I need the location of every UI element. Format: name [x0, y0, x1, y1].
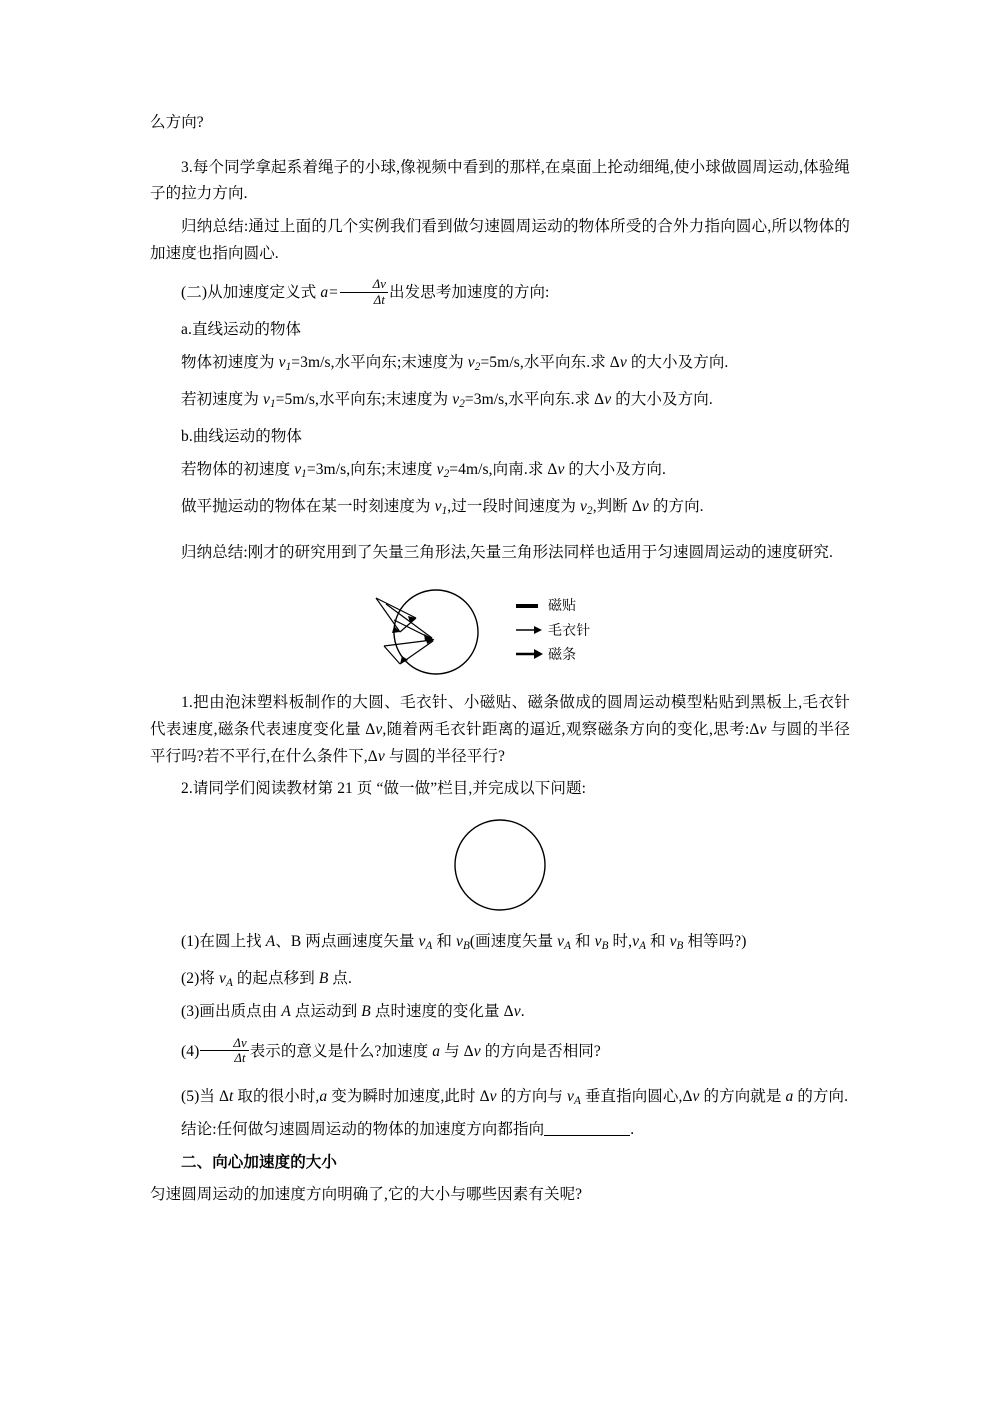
item-a-label	[150, 317, 850, 344]
section-two-heading-text: 二、向心加速度的大小	[181, 1153, 338, 1171]
conclusion-prefix-text: 结论:任何做匀速圆周运动的物体的加速度方向都指向	[181, 1121, 545, 1139]
section-2-suffix: 出发思考加速度的方向:	[389, 284, 550, 302]
question-2-text: (2)将 $v_A$ 的起点移到 B 点.	[181, 970, 352, 990]
summary-1-paragraph	[150, 214, 850, 267]
last-line-text: 匀速圆周运动的加速度方向明确了,它的大小与哪些因素有关呢?	[150, 1186, 583, 1204]
blank-circle-figure	[150, 815, 850, 915]
document-body	[150, 110, 850, 1209]
last-line-paragraph	[150, 1182, 850, 1209]
blank-circle-shape	[455, 820, 545, 910]
top-fragment-line	[150, 110, 850, 137]
item-1-text: 1.把由泡沫塑料板制作的大圆、毛衣针、小磁贴、磁条做成的圆周运动模型粘贴到黑板上,毛衣针代表速度,磁条代表速度变化量 Δv,随着两毛衣针距离的逼近,观察磁条方向的变化,思考:Δv 与圆的半径平行吗?若不平行,在什么条件下,Δv 与圆的半径平行?	[150, 694, 850, 765]
legend-group	[516, 597, 590, 662]
item-b-question-1	[150, 457, 850, 484]
item-b-question-2-text: 做平抛运动的物体在某一时刻速度为 $v_1$,过一段时间速度为 $v_2$,判断 Δv 的方向.	[181, 498, 704, 518]
top-fragment-text: 么方向?	[150, 114, 204, 131]
question-2-paragraph	[150, 966, 850, 993]
question-4-suffix: 表示的意义是什么?加速度 a 与 Δv 的方向是否相同?	[249, 1043, 601, 1061]
question-1-text: (1)在圆上找 A、B 两点画速度矢量 $v_A$ 和 $v_B$(画速度矢量 $v_A$ 和 $v_B$ 时$,v_A$ 和 $v_B$ 相等吗?)	[181, 932, 747, 952]
item-3-text: 3.每个同学拿起系着绳子的小球,像视频中看到的那样,在桌面上抡动细绳,使小球做圆周运动,体验绳子的拉力方向.	[150, 158, 850, 203]
item-b-label	[150, 424, 850, 451]
section-2-heading	[150, 277, 850, 307]
fraction-numerator: Δv	[340, 277, 388, 292]
vector-arrowheads	[392, 616, 434, 664]
summary-1-text: 归纳总结:通过上面的几个实例我们看到做匀速圆周运动的物体所受的合外力指向圆心,所以物体的加速度也指向圆心.	[150, 217, 850, 262]
summary-2-text: 归纳总结:刚才的研究用到了矢量三角形法,矢量三角形法同样也适用于匀速圆周运动的速度研究.	[181, 543, 833, 561]
question-4-paragraph	[150, 1036, 850, 1066]
item-a-question-1-text: 物体初速度为 $v_1=3m/s$,水平向东;末速度为 $v_2=5m/s$,水平向东.求 Δv 的大小及方向.	[181, 353, 729, 373]
question-5-text: (5)当 Δt 取的很小时,a 变为瞬时加速度,此时 Δv 的方向与 $v_A$ 垂直指向圆心,Δv 的方向就是 a 的方向.	[181, 1087, 849, 1107]
delta-v-over-delta-t-fraction-2	[200, 1036, 248, 1065]
circle-shape	[394, 590, 478, 674]
conclusion-paragraph	[150, 1117, 850, 1144]
legend-label-magnet-sticker: 磁贴	[548, 597, 577, 614]
legend-arrow-head-2	[534, 649, 543, 659]
item-a-question-2	[150, 387, 850, 414]
section-two-heading	[150, 1150, 850, 1177]
acceleration-symbol: a=	[320, 284, 339, 302]
blank-circle-diagram	[440, 815, 560, 915]
legend-label-magnet-strip: 磁条	[548, 646, 577, 663]
legend-arrow-head-1	[534, 626, 542, 634]
delta-v-over-delta-t-fraction	[340, 277, 388, 306]
fraction-denominator: Δt	[373, 292, 385, 307]
question-3-text: (3)画出质点由 A 点运动到 B 点时速度的变化量 Δv.	[181, 1003, 525, 1021]
item-3-paragraph	[150, 155, 850, 208]
item-a-label-text: a.直线运动的物体	[181, 321, 302, 339]
question-3-paragraph	[150, 999, 850, 1026]
item-b-label-text: b.曲线运动的物体	[181, 428, 303, 446]
magnet-model-figure	[150, 580, 850, 680]
item-2-text: 2.请同学们阅读教材第 21 页 “做一做”栏目,并完成以下问题:	[181, 780, 586, 798]
question-5-paragraph	[150, 1084, 850, 1111]
vector-lines	[376, 598, 434, 664]
fraction-denominator-2: Δt	[234, 1051, 246, 1066]
fill-in-blank[interactable]	[544, 1135, 630, 1136]
section-2-prefix: (二)从加速度定义式	[181, 284, 321, 302]
item-b-question-1-text: 若物体的初速度 $v_1=3m/s$,向东;末速度 $v_2=4m/s$,向南.求 Δv 的大小及方向.	[181, 460, 667, 481]
summary-2-paragraph	[150, 540, 850, 567]
magnet-model-diagram	[340, 580, 660, 680]
item-1-paragraph	[150, 690, 850, 770]
fraction-numerator-2: Δv	[200, 1036, 248, 1051]
item-2-paragraph	[150, 776, 850, 803]
legend-bar-marker	[516, 604, 538, 608]
item-a-question-2-text: 若初速度为 $v_1=5m/s$,水平向东;末速度为 $v_2=3m/s$,水平向东.求 Δv 的大小及方向.	[181, 391, 713, 411]
item-b-question-2	[150, 494, 850, 521]
legend-label-knitting-needle: 毛衣针	[548, 622, 591, 639]
question-4-prefix: (4)	[181, 1043, 200, 1061]
conclusion-suffix-text: .	[630, 1121, 635, 1139]
item-a-question-1	[150, 350, 850, 377]
question-1-paragraph	[150, 929, 850, 956]
